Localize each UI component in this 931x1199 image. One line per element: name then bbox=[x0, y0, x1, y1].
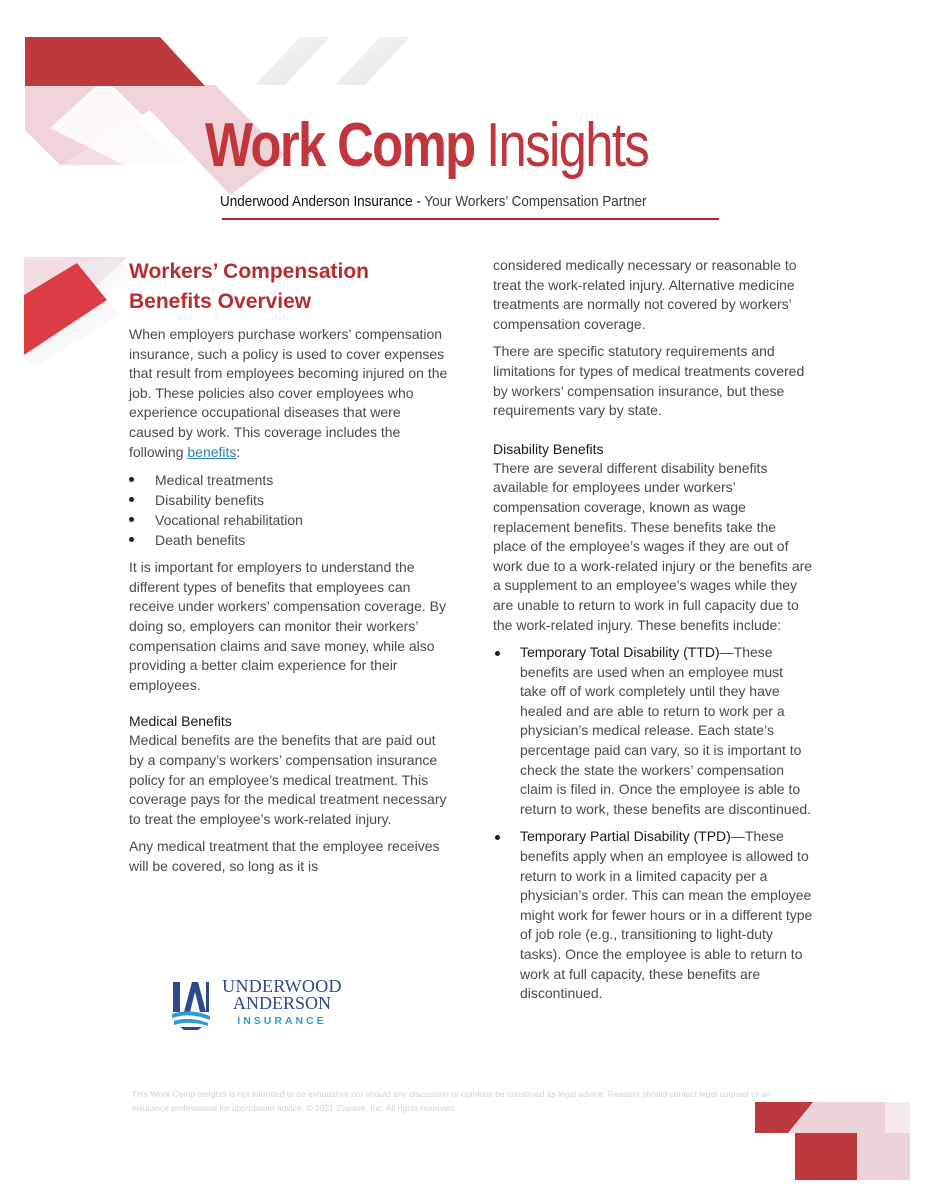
header-divider bbox=[222, 218, 719, 220]
intro-text: When employers purchase workers’ compensation insurance, such a policy is used to cover expenses that result from employees becoming injured on the job. These policies also cover employees who experience occupational diseases that were caused by work. This coverage includes the following bbox=[129, 326, 448, 460]
ua-monogram-icon bbox=[170, 978, 212, 1030]
benefit-description: —These benefits are used when an employee must take off of work completely until they have healed and are able to return to work per a physician’s medical release. Each state’s percentage paid can vary, so it is important to check the state the workers’ compensation claim is filed in. Once the employee is able to return to work, these benefits are discontinued. bbox=[520, 644, 812, 817]
tagline bbox=[220, 194, 647, 210]
list-item-text: Vocational rehabilitation bbox=[155, 512, 303, 529]
list-item bbox=[129, 470, 449, 490]
list-item bbox=[129, 490, 449, 510]
disability-list bbox=[493, 643, 813, 1004]
right-column bbox=[493, 256, 813, 1012]
benefits-link[interactable]: benefits bbox=[187, 443, 237, 460]
logo-line-3: INSURANCE bbox=[237, 1015, 327, 1027]
logo-line-2: ANDERSON bbox=[232, 993, 331, 1013]
list-item bbox=[129, 510, 449, 530]
disability-paragraph: There are several different disability benefits available for employees under workers’ compensation coverage, known as wage replacement benefits. These benefits take the place of the employee’s wages if they are out of work due to a work-related injury or the benefits are a supplement to an employee’s wages while they are unable to return to work in full capacity due to the work-related injury. These benefits include: bbox=[493, 459, 813, 633]
bullet-icon bbox=[129, 537, 134, 542]
footer-decoration bbox=[755, 1100, 915, 1185]
list-item bbox=[493, 827, 813, 1003]
list-item-text: Disability benefits bbox=[155, 492, 264, 509]
title-bold: Work Comp bbox=[205, 111, 475, 180]
importance-paragraph: It is important for employers to understand the different types of benefits that employees can receive under workers’ compensation coverage. By doing so, employers can monitor their workers’ compensation claims and save money, while also providing a better claim experience for their employees. bbox=[129, 559, 446, 693]
newsletter-title bbox=[205, 106, 648, 186]
disability-benefits-heading: Disability Benefits bbox=[493, 440, 604, 457]
bullet-icon bbox=[495, 835, 500, 840]
medical-paragraph-2: Any medical treatment that the employee receives will be covered, so long as it is bbox=[129, 838, 440, 874]
company-logo bbox=[170, 976, 360, 1032]
benefit-list bbox=[129, 470, 449, 550]
medical-paragraph-1: Medical benefits are the benefits that are paid out by a company’s workers’ compensation insurance policy for an employee’s medical treatment. This coverage pays for the medical treatment necessary to treat the employee’s work-related injury. bbox=[129, 732, 447, 827]
section-title: Workers’ Compensation Benefits Overview bbox=[129, 260, 370, 313]
left-column bbox=[129, 257, 449, 884]
intro-end: : bbox=[236, 443, 241, 460]
statutory-paragraph: There are specific statutory requirements and limitations for types of medical treatments covered by workers’ compensation insurance, but these requirements vary by state. bbox=[493, 343, 805, 419]
slogan: Your Workers’ Compensation Partner bbox=[424, 194, 647, 210]
bullet-icon bbox=[129, 477, 134, 482]
logo-line-1: UNDERWOOD bbox=[222, 976, 342, 996]
medical-benefits-heading: Medical Benefits bbox=[129, 713, 232, 730]
title-light: Insights bbox=[486, 111, 649, 180]
disclaimer: This Work Comp Insights is not intended to be exhaustive nor should any discussion or opinions be construed as legal advice. Readers should contact legal counsel or an insurance professional for appropriate advice. © 2021 Zywave, Inc. All rights reserved. bbox=[132, 1089, 771, 1113]
benefit-description: —These benefits apply when an employee is allowed to return to work in a limited capacity per a physician’s order. This can mean the employee might work for fewer hours or in a different type of job role (e.g., transitioning to light-duty tasks). Once the employee is able to return to work at full capacity, these benefits are discontinued. bbox=[520, 828, 813, 1002]
list-item bbox=[129, 530, 449, 550]
benefit-term: Temporary Partial Disability (TPD) bbox=[520, 828, 731, 845]
red-banner-shape bbox=[25, 37, 205, 86]
intro-paragraph bbox=[129, 325, 449, 462]
list-item bbox=[493, 643, 813, 819]
section-accent-decoration bbox=[22, 255, 142, 365]
bullet-icon bbox=[129, 517, 134, 522]
grey-stripe-1 bbox=[255, 37, 330, 85]
company-name: Underwood Anderson Insurance - bbox=[220, 194, 421, 210]
medical-continued-paragraph: considered medically necessary or reasonable to treat the work-related injury. Alternative medicine treatments are normally not covered by workers’ compensation coverage. bbox=[493, 257, 797, 332]
grey-stripe-2 bbox=[335, 37, 410, 85]
list-item-text: Medical treatments bbox=[155, 472, 274, 489]
bullet-icon bbox=[495, 651, 500, 656]
logo-wordmark bbox=[212, 978, 352, 1028]
bullet-icon bbox=[129, 497, 134, 502]
benefit-term: Temporary Total Disability (TTD) bbox=[520, 644, 720, 661]
list-item-text: Death benefits bbox=[155, 532, 246, 549]
